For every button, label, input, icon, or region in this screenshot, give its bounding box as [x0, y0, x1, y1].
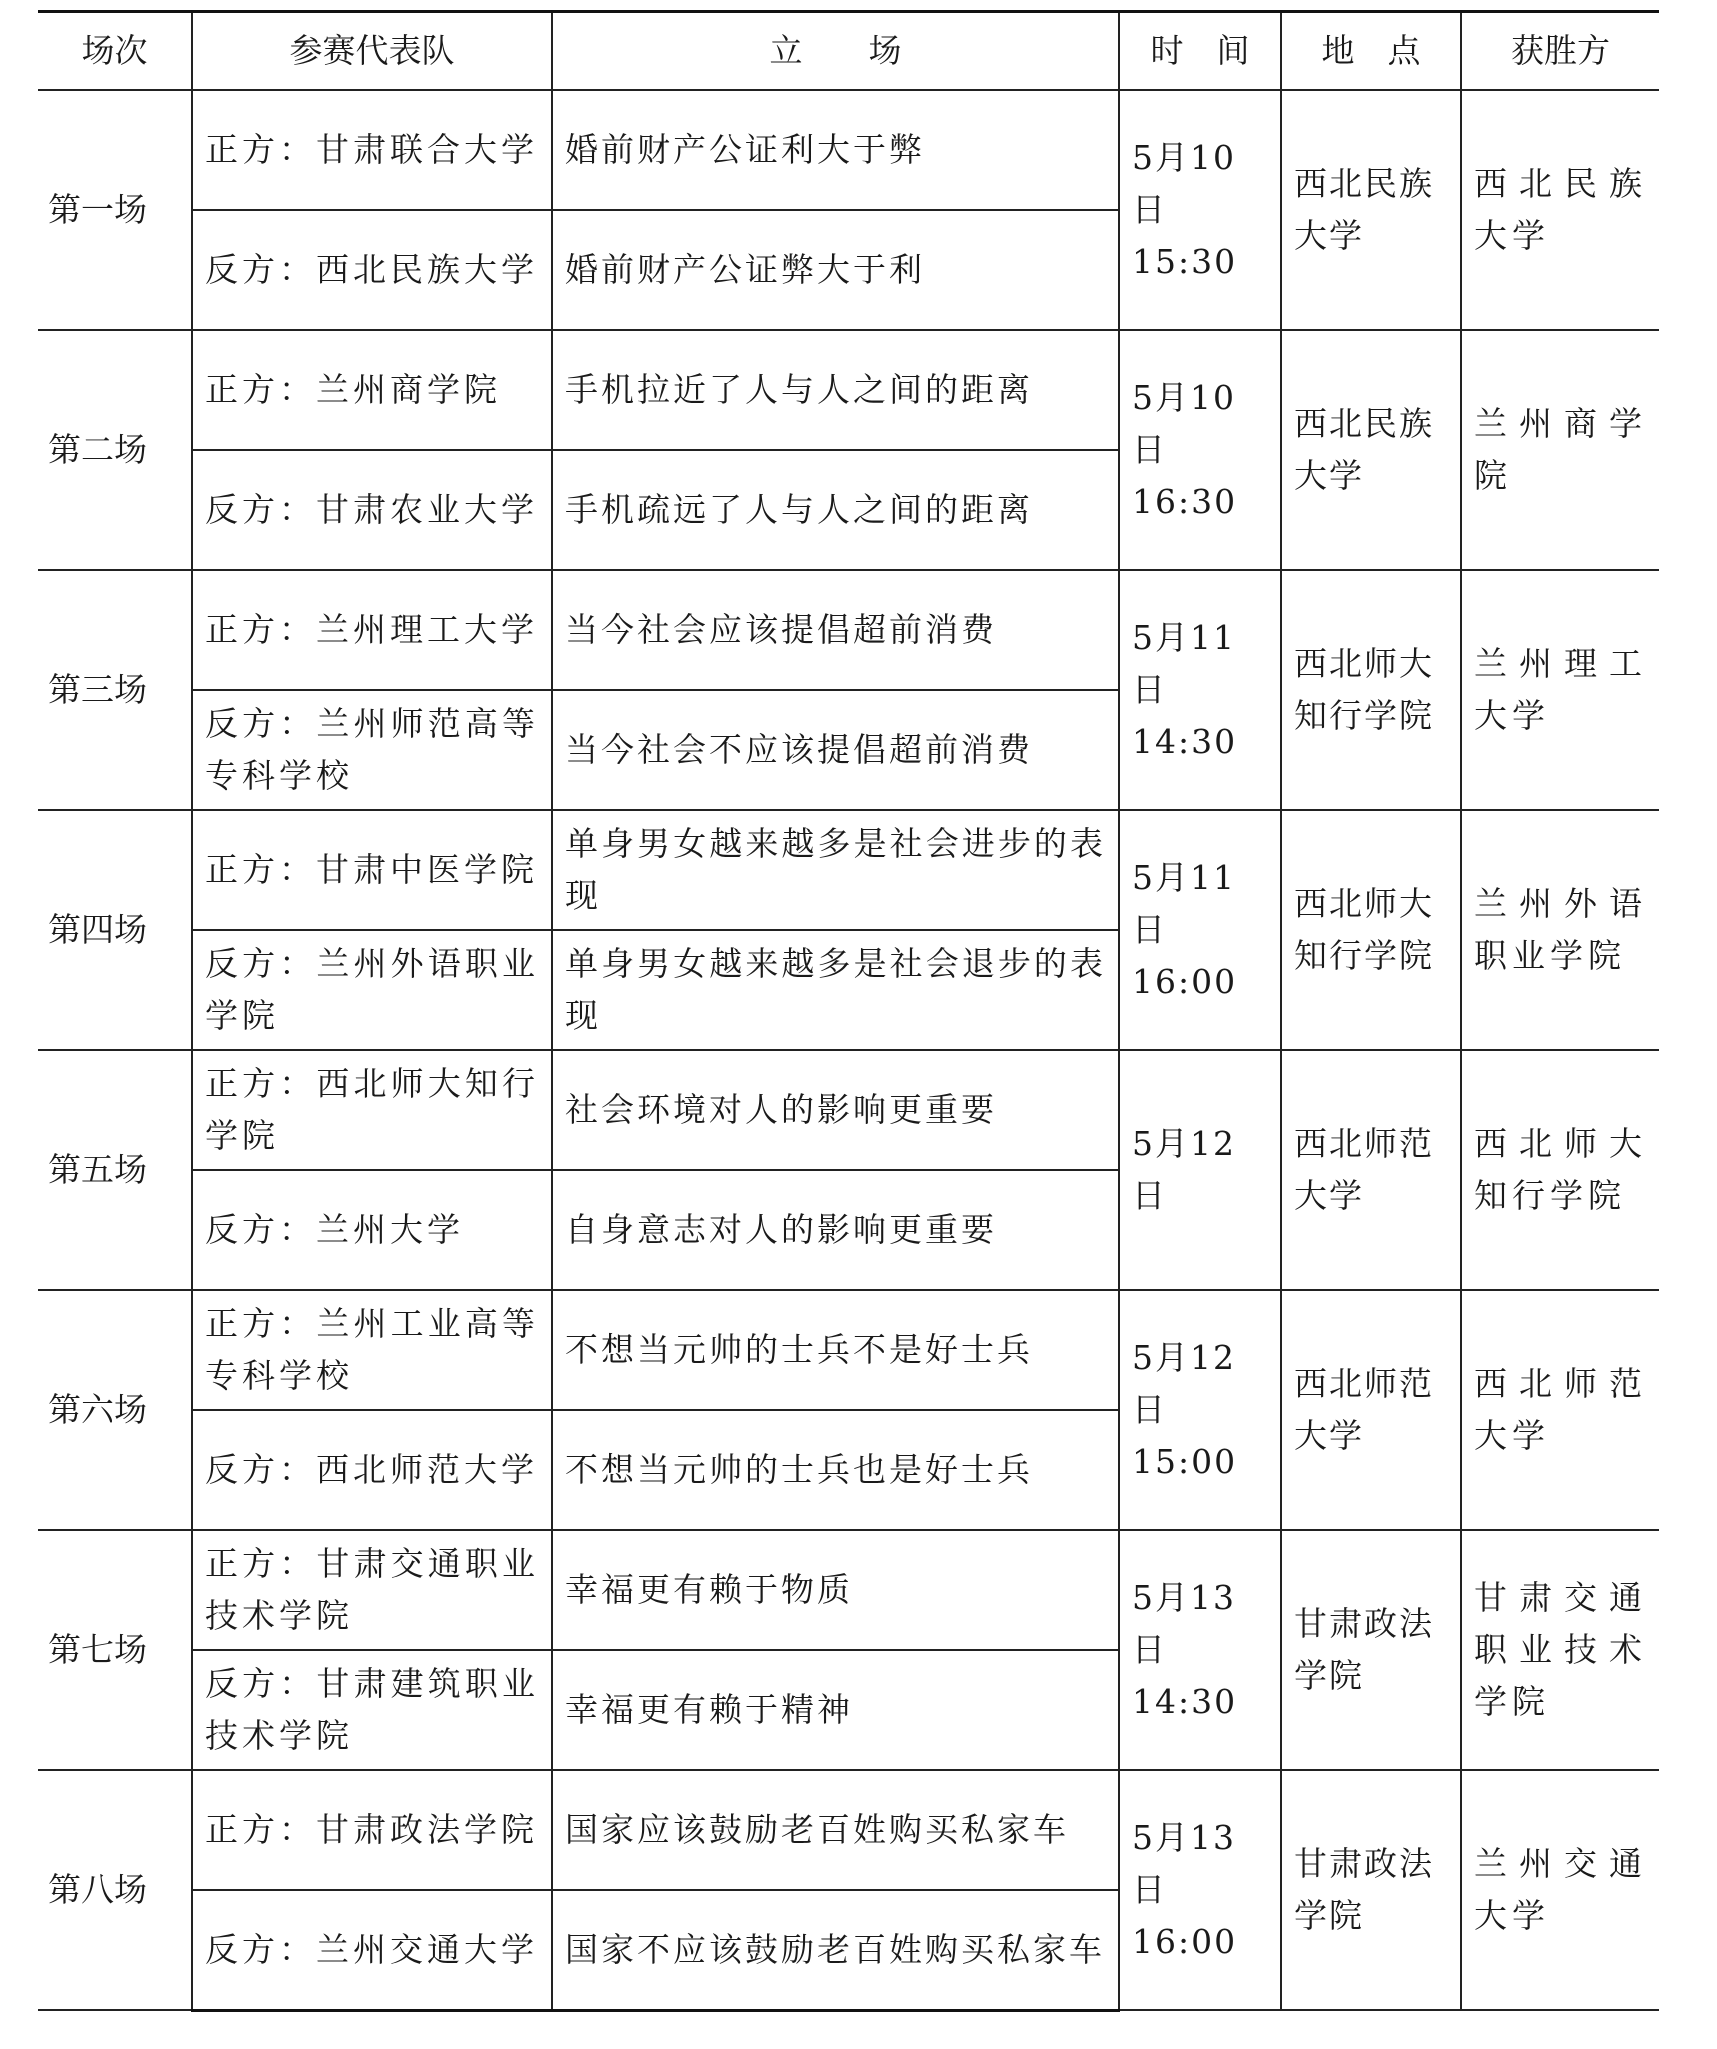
affirmative-team: 正方：甘肃中医学院: [192, 810, 552, 930]
match-time: 15:30: [1132, 242, 1238, 281]
affirmative-team: 正方：甘肃交通职业技术学院: [192, 1530, 552, 1650]
affirmative-stance: 不想当元帅的士兵不是好士兵: [552, 1290, 1119, 1410]
round-cell: 第三场: [38, 570, 192, 810]
round-cell: 第八场: [38, 1770, 192, 2010]
negative-team: 反方：兰州师范高等专科学校: [192, 690, 552, 810]
negative-stance: 国家不应该鼓励老百姓购买私家车: [552, 1890, 1119, 2010]
negative-team: 反方：兰州外语职业学院: [192, 930, 552, 1050]
negative-stance: 婚前财产公证弊大于利: [552, 210, 1119, 330]
winner-cell: 兰州交通大学: [1461, 1770, 1659, 2010]
negative-team: 反方：甘肃农业大学: [192, 450, 552, 570]
match-date: 5月11日: [1132, 618, 1236, 709]
round-cell: 第四场: [38, 810, 192, 1050]
affirmative-stance: 幸福更有赖于物质: [552, 1530, 1119, 1650]
round-cell: 第二场: [38, 330, 192, 570]
negative-stance: 当今社会不应该提倡超前消费: [552, 690, 1119, 810]
time-cell: [1119, 570, 1281, 810]
venue-cell: 西北师大知行学院: [1281, 810, 1461, 1050]
match-date: 5月13日: [1132, 1578, 1236, 1669]
affirmative-stance: 社会环境对人的影响更重要: [552, 1050, 1119, 1170]
winner-cell: 兰州外语职业学院: [1461, 810, 1659, 1050]
negative-team: 反方：兰州交通大学: [192, 1890, 552, 2010]
header-teams: 参赛代表队: [192, 12, 552, 91]
affirmative-stance: 手机拉近了人与人之间的距离: [552, 330, 1119, 450]
negative-team: 反方：甘肃建筑职业技术学院: [192, 1650, 552, 1770]
negative-team: 反方：兰州大学: [192, 1170, 552, 1290]
round-cell: 第六场: [38, 1290, 192, 1530]
header-stance: 立 场: [552, 12, 1119, 91]
venue-cell: 西北师大知行学院: [1281, 570, 1461, 810]
time-cell: [1119, 90, 1281, 330]
venue-cell: 甘肃政法学院: [1281, 1530, 1461, 1770]
venue-cell: 西北民族大学: [1281, 330, 1461, 570]
header-venue: 地 点: [1281, 12, 1461, 91]
winner-cell: 兰州理工大学: [1461, 570, 1659, 810]
venue-cell: 西北民族大学: [1281, 90, 1461, 330]
table-row-affirmative: [38, 1290, 1659, 1410]
debate-schedule: [38, 10, 1659, 2012]
venue-cell: 西北师范大学: [1281, 1290, 1461, 1530]
winner-cell: 兰州商学院: [1461, 330, 1659, 570]
affirmative-team: 正方：兰州理工大学: [192, 570, 552, 690]
negative-team: 反方：西北民族大学: [192, 210, 552, 330]
match-time: 16:00: [1132, 962, 1238, 1001]
negative-stance: 手机疏远了人与人之间的距离: [552, 450, 1119, 570]
header-time: 时 间: [1119, 12, 1281, 91]
negative-stance: 自身意志对人的影响更重要: [552, 1170, 1119, 1290]
negative-team: 反方：西北师范大学: [192, 1410, 552, 1530]
table-row-affirmative: [38, 1050, 1659, 1170]
time-cell: [1119, 1050, 1281, 1290]
header-winner: 获胜方: [1461, 12, 1659, 91]
match-date: 5月12日: [1132, 1124, 1236, 1215]
match-date: 5月13日: [1132, 1818, 1236, 1909]
match-time: 16:00: [1132, 1922, 1238, 1961]
table-row-affirmative: [38, 810, 1659, 930]
affirmative-team: 正方：甘肃联合大学: [192, 90, 552, 210]
match-date: 5月10日: [1132, 378, 1236, 469]
schedule-table: [38, 10, 1659, 2012]
affirmative-team: 正方：西北师大知行学院: [192, 1050, 552, 1170]
winner-cell: 甘肃交通职业技术学院: [1461, 1530, 1659, 1770]
table-row-affirmative: [38, 330, 1659, 450]
time-cell: [1119, 1290, 1281, 1530]
winner-cell: 西北民族大学: [1461, 90, 1659, 330]
affirmative-stance: 婚前财产公证利大于弊: [552, 90, 1119, 210]
table-row-affirmative: [38, 1770, 1659, 1890]
affirmative-team: 正方：兰州商学院: [192, 330, 552, 450]
affirmative-stance: 单身男女越来越多是社会进步的表现: [552, 810, 1119, 930]
round-cell: 第五场: [38, 1050, 192, 1290]
negative-stance: 不想当元帅的士兵也是好士兵: [552, 1410, 1119, 1530]
round-cell: 第七场: [38, 1530, 192, 1770]
match-date: 5月11日: [1132, 858, 1236, 949]
match-date: 5月12日: [1132, 1338, 1236, 1429]
time-cell: [1119, 1530, 1281, 1770]
match-time: 16:30: [1132, 482, 1238, 521]
affirmative-team: 正方：兰州工业高等专科学校: [192, 1290, 552, 1410]
negative-stance: 幸福更有赖于精神: [552, 1650, 1119, 1770]
match-time: 14:30: [1132, 722, 1238, 761]
table-row-affirmative: [38, 90, 1659, 210]
venue-cell: 甘肃政法学院: [1281, 1770, 1461, 2010]
time-cell: [1119, 1770, 1281, 2010]
time-cell: [1119, 810, 1281, 1050]
match-date: 5月10日: [1132, 138, 1236, 229]
affirmative-stance: 当今社会应该提倡超前消费: [552, 570, 1119, 690]
winner-cell: 西北师大知行学院: [1461, 1050, 1659, 1290]
time-cell: [1119, 330, 1281, 570]
affirmative-stance: 国家应该鼓励老百姓购买私家车: [552, 1770, 1119, 1890]
winner-cell: 西北师范大学: [1461, 1290, 1659, 1530]
venue-cell: 西北师范大学: [1281, 1050, 1461, 1290]
schedule-body: [38, 90, 1659, 2010]
negative-stance: 单身男女越来越多是社会退步的表现: [552, 930, 1119, 1050]
header-round: 场次: [38, 12, 192, 91]
table-row-affirmative: [38, 1530, 1659, 1650]
match-time: 14:30: [1132, 1682, 1238, 1721]
match-time: 15:00: [1132, 1442, 1238, 1481]
header-row: [38, 12, 1659, 91]
table-row-affirmative: [38, 570, 1659, 690]
affirmative-team: 正方：甘肃政法学院: [192, 1770, 552, 1890]
round-cell: 第一场: [38, 90, 192, 330]
